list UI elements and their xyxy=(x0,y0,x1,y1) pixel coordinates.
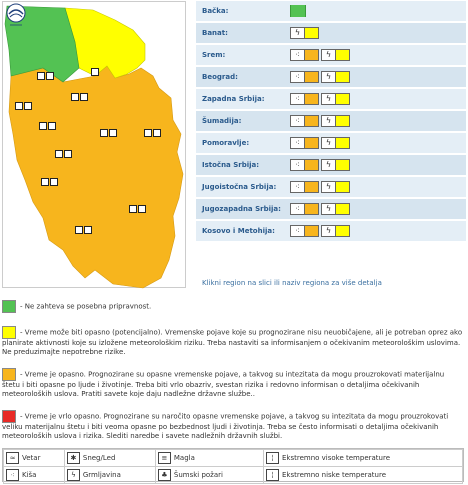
lightning-icon: ϟ xyxy=(322,226,336,236)
legend-label: Šumski požari xyxy=(173,471,223,479)
legend-label: Ekstremno niske temperature xyxy=(281,471,387,479)
rain-icon: ⁖ xyxy=(291,50,305,60)
region-list xyxy=(196,1,466,243)
legend-label: Ekstremno visoke temperature xyxy=(281,454,390,462)
rain-icon: ⁖ xyxy=(291,182,305,192)
map-icons-4 xyxy=(144,129,161,137)
rain-icon xyxy=(39,122,47,130)
lightning-icon xyxy=(109,129,117,137)
rain-icon xyxy=(71,93,79,101)
lightning-icon xyxy=(138,205,146,213)
map-icons-2 xyxy=(39,122,56,130)
rain-icon xyxy=(100,129,108,137)
grmljavina-warning-chip xyxy=(321,71,350,83)
legend-red xyxy=(2,410,464,441)
legend-orange-text: - Vreme je opasno. Prognozirane su opasne vremenske pojave, a takvog su intezitata da mogu prouzrokovati materijalnu štetu i biti opasne po ljude i životinje. Treba biti vrlo obazriv, svestan rizika i redovno informisan o detaljima očekivanih meteoroloških uslova. Pratiti savete koje daju nadležne državne službe.. xyxy=(2,370,445,398)
red-swatch xyxy=(2,410,16,423)
grmljavina-warning-chip xyxy=(321,225,350,237)
region-hint: Klikni region na slici ili naziv regiona za više detalja xyxy=(202,279,382,287)
lightning-icon xyxy=(84,226,92,234)
region-name[interactable]: Srem: xyxy=(202,51,226,59)
grmljavina-warning-chip xyxy=(321,115,350,127)
legend-green xyxy=(2,300,464,313)
legend-thunder xyxy=(64,467,155,484)
rain-icon: ⁖ xyxy=(291,160,305,170)
legend-low-temp xyxy=(263,467,462,484)
map-icons-1 xyxy=(15,102,32,110)
rain-icon xyxy=(144,129,152,137)
grmljavina-warning-chip xyxy=(321,137,350,149)
region-warning-symbols xyxy=(290,203,350,215)
rain-icon: ⁖ xyxy=(291,94,305,104)
map-icons-7 xyxy=(129,205,146,213)
region-row[interactable] xyxy=(196,177,466,199)
region-warning-symbols xyxy=(290,5,306,17)
fog-icon: ≡ xyxy=(158,452,171,464)
legend-label: Kiša xyxy=(22,471,37,479)
thermometer-hot-icon: ¦ xyxy=(266,452,279,464)
map-icons-banat xyxy=(91,68,99,76)
lightning-icon xyxy=(153,129,161,137)
lightning-icon: ϟ xyxy=(322,72,336,82)
lightning-icon: ϟ xyxy=(67,469,80,481)
region-warning-symbols xyxy=(290,115,350,127)
rain-icon: ⁖ xyxy=(291,204,305,214)
region-name[interactable]: Jugoistočna Srbija: xyxy=(202,183,277,191)
region-row[interactable] xyxy=(196,45,466,67)
grmljavina-warning-chip xyxy=(290,27,319,39)
region-name[interactable]: Banat: xyxy=(202,29,228,37)
rhmz-logo xyxy=(3,2,29,28)
snowflake-icon: ✱ xyxy=(67,452,80,464)
kisa-warning-chip xyxy=(290,115,319,127)
lightning-icon: ϟ xyxy=(322,138,336,148)
legend-high-temp xyxy=(263,450,462,467)
region-warning-symbols xyxy=(290,27,319,39)
region-name[interactable]: Zapadna Srbija: xyxy=(202,95,265,103)
region-name[interactable]: Beograd: xyxy=(202,73,238,81)
kisa-warning-chip xyxy=(290,181,319,193)
region-row[interactable] xyxy=(196,133,466,155)
region-name[interactable]: Bačka: xyxy=(202,7,229,15)
legend-label: Sneg/Led xyxy=(82,454,116,462)
icon-legend xyxy=(2,448,464,482)
region-warning-symbols xyxy=(290,225,350,237)
grmljavina-warning-chip xyxy=(321,203,350,215)
map-icons-5 xyxy=(55,150,72,158)
legend-rain xyxy=(4,467,65,484)
wind-icon: ≈ xyxy=(6,452,19,464)
region-warning-symbols xyxy=(290,181,350,193)
lightning-icon: ϟ xyxy=(322,204,336,214)
region-name[interactable]: Pomoravlje: xyxy=(202,139,250,147)
lightning-icon: ϟ xyxy=(291,28,305,38)
kisa-warning-chip xyxy=(290,225,319,237)
rain-icon xyxy=(129,205,137,213)
region-row[interactable] xyxy=(196,67,466,89)
lightning-icon xyxy=(24,102,32,110)
green-swatch xyxy=(2,300,16,313)
lightning-icon xyxy=(64,150,72,158)
map-icons-8 xyxy=(75,226,92,234)
rain-icon: ⁖ xyxy=(291,138,305,148)
map-icons-srem xyxy=(37,72,54,80)
lightning-icon: ϟ xyxy=(322,94,336,104)
region-warning-symbols xyxy=(290,159,350,171)
yellow-swatch xyxy=(2,326,16,339)
grmljavina-warning-chip xyxy=(321,159,350,171)
lightning-icon xyxy=(46,72,54,80)
rain-icon: ⁖ xyxy=(291,226,305,236)
legend-orange xyxy=(2,368,464,399)
rain-icon: ⁖ xyxy=(291,72,305,82)
region-row[interactable] xyxy=(196,199,466,221)
region-warning-symbols xyxy=(290,71,350,83)
map-icons-beograd xyxy=(71,93,88,101)
rain-icon: ⁖ xyxy=(6,469,19,481)
lightning-icon xyxy=(50,178,58,186)
lightning-icon: ϟ xyxy=(322,50,336,60)
warning-level-chip xyxy=(290,5,306,17)
lightning-icon: ϟ xyxy=(322,116,336,126)
rain-icon: ⁖ xyxy=(291,116,305,126)
map-icons-6 xyxy=(41,178,58,186)
region-name[interactable]: Jugozapadna Srbija: xyxy=(202,205,281,213)
warning-map[interactable] xyxy=(2,1,186,288)
region-row[interactable] xyxy=(196,221,466,243)
rain-icon xyxy=(15,102,23,110)
legend-red-text: - Vreme je vrlo opasno. Prognozirane su naročito opasne vremenske pojave, a takvog su intezitata da mogu prouzrokovati veliku materijalnu štetu i biti veoma opasne po bezbednost ljudi i životinja. Treba se često informisati o detaljima očekivanih meteoroloških uslova i rizika. Slediti naredbe i savete nadležnih državnih službi. xyxy=(2,412,449,440)
region-warning-symbols xyxy=(290,93,350,105)
grmljavina-warning-chip xyxy=(321,181,350,193)
serbia-region-map[interactable] xyxy=(3,2,187,289)
legend-label: Grmljavina xyxy=(82,471,121,479)
kisa-warning-chip xyxy=(290,159,319,171)
orange-swatch xyxy=(2,368,16,381)
legend-fog xyxy=(155,450,263,467)
grmljavina-warning-chip xyxy=(321,93,350,105)
region-row[interactable] xyxy=(196,155,466,177)
legend-label: Magla xyxy=(173,454,195,462)
kisa-warning-chip xyxy=(290,71,319,83)
rain-icon xyxy=(37,72,45,80)
grmljavina-warning-chip xyxy=(321,49,350,61)
kisa-warning-chip xyxy=(290,49,319,61)
kisa-warning-chip xyxy=(290,203,319,215)
region-warning-symbols xyxy=(290,137,350,149)
legend-fire xyxy=(155,467,263,484)
region-name[interactable]: Istočna Srbija: xyxy=(202,161,260,169)
lightning-icon xyxy=(91,68,99,76)
map-icons-3 xyxy=(100,129,117,137)
legend-wind xyxy=(4,450,65,467)
region-warning-symbols xyxy=(290,49,350,61)
kisa-warning-chip xyxy=(290,93,319,105)
rain-icon xyxy=(75,226,83,234)
legend-yellow-text: - Vreme može biti opasno (potencijalno). Vremenske pojave koje su prognozirane nisu neuobičajene, ali je potreban oprez ako planirate aktivnosti koje su izložene meteorološkim riziku. Treba nastaviti sa informisanjem o očekivanim meteorološkim uslovima. Ne preduzimajte nepotrebne rizike. xyxy=(2,328,463,356)
lightning-icon: ϟ xyxy=(322,160,336,170)
legend-green-text: - Ne zahteva se posebna pripravnost. xyxy=(20,302,152,311)
rain-icon xyxy=(55,150,63,158)
region-row[interactable] xyxy=(196,1,466,23)
rain-icon xyxy=(41,178,49,186)
region-row[interactable] xyxy=(196,111,466,133)
legend-label: Vetar xyxy=(22,454,41,462)
lightning-icon xyxy=(48,122,56,130)
region-name[interactable]: Šumadija: xyxy=(202,117,242,125)
map-region-orange[interactable] xyxy=(9,66,183,288)
forest-fire-icon: ♣ xyxy=(158,469,171,481)
legend-yellow xyxy=(2,326,464,357)
region-row[interactable] xyxy=(196,23,466,45)
legend-snow xyxy=(64,450,155,467)
region-name[interactable]: Kosovo i Metohija: xyxy=(202,227,275,235)
lightning-icon: ϟ xyxy=(322,182,336,192)
region-row[interactable] xyxy=(196,89,466,111)
thermometer-cold-icon: ¦ xyxy=(266,469,279,481)
lightning-icon xyxy=(80,93,88,101)
kisa-warning-chip xyxy=(290,137,319,149)
